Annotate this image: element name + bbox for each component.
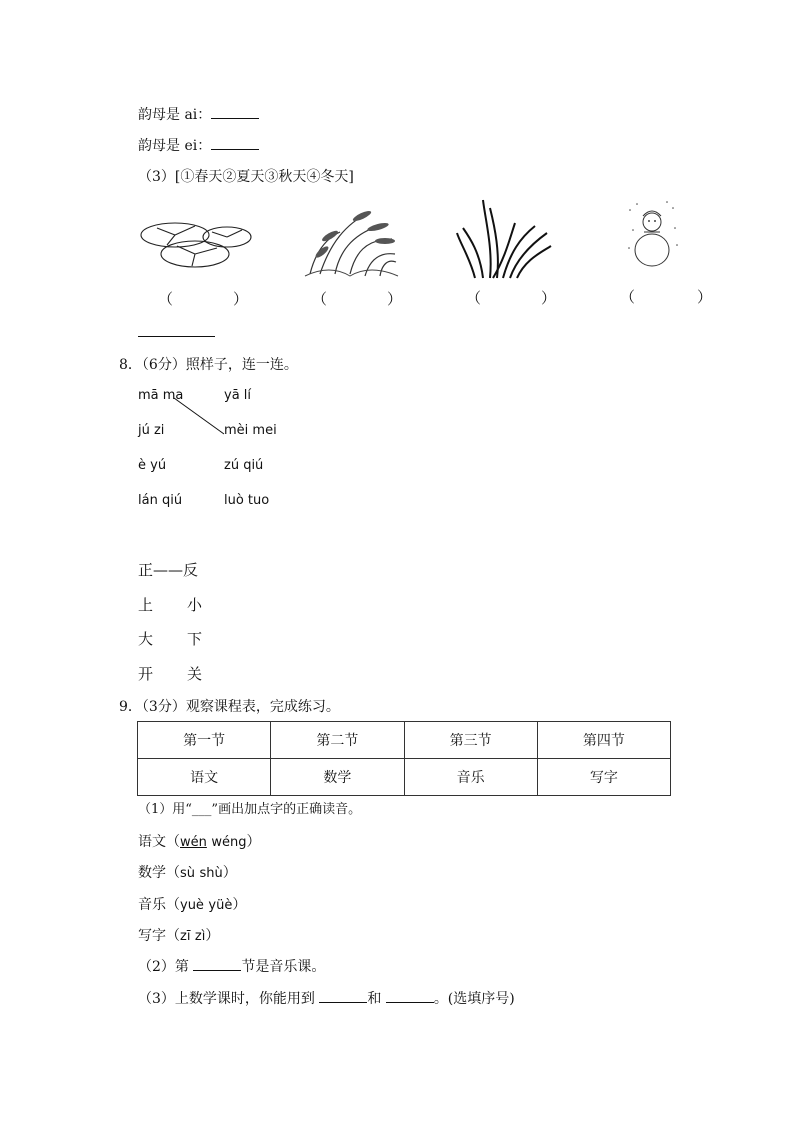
subject-cell: 音乐 bbox=[404, 759, 537, 796]
snowman-image bbox=[625, 200, 680, 272]
q8-left-2[interactable]: jú zi bbox=[138, 423, 165, 438]
subject-cell: 语文 bbox=[138, 759, 271, 796]
subject-cell: 数学 bbox=[271, 759, 404, 796]
pinyin-option[interactable]: zì bbox=[194, 929, 206, 944]
subject-cell: 写字 bbox=[537, 759, 670, 796]
example-connecting-line bbox=[170, 394, 230, 439]
reading-item-4: 写字（zī zì） bbox=[138, 928, 220, 944]
yunmu-ai-label: 韵母是 ai： bbox=[138, 107, 212, 123]
paren-right: ） bbox=[697, 289, 713, 306]
item-word: 音乐 bbox=[138, 897, 166, 913]
q8-right-4[interactable]: luò tuo bbox=[224, 493, 270, 508]
yunmu-ai-blank[interactable] bbox=[211, 104, 259, 119]
answer-paren-3[interactable] bbox=[466, 287, 556, 308]
header-cell: 第二节 bbox=[271, 722, 404, 759]
lotus-leaves-image bbox=[137, 210, 257, 275]
q8-title: 8．（6分）照样子，连一连。 bbox=[119, 357, 298, 373]
reading-item-1: 语文（wén wéng） bbox=[138, 834, 261, 850]
antonym-left-3[interactable]: 开 bbox=[138, 665, 154, 683]
part2-prefix: （2）第 bbox=[138, 959, 194, 975]
table-row bbox=[138, 722, 671, 759]
paren-left: （ bbox=[466, 290, 482, 307]
pinyin-option[interactable]: sù bbox=[180, 866, 196, 881]
item-word: 语文 bbox=[138, 834, 166, 850]
antonym-right-3[interactable]: 关 bbox=[187, 665, 203, 683]
q9-title: 9．（3分）观察课程表，完成练习。 bbox=[119, 699, 340, 715]
schedule-table bbox=[137, 721, 671, 796]
q8-left-1[interactable]: mā ma bbox=[138, 388, 184, 403]
antonym-example: 正——反 bbox=[138, 561, 199, 579]
q8-right-1[interactable]: yā lí bbox=[224, 388, 252, 403]
part3-prefix: （3）上数学课时，你能用到 bbox=[138, 991, 320, 1007]
yunmu-ei-blank[interactable] bbox=[211, 135, 259, 150]
reading-item-2: 数学（sù shù） bbox=[138, 865, 237, 881]
pinyin-option[interactable]: yüè bbox=[208, 898, 233, 913]
part3-blank-1[interactable] bbox=[319, 988, 367, 1003]
pinyin-option[interactable]: wén bbox=[180, 835, 207, 850]
item-word: 数学 bbox=[138, 865, 166, 881]
pinyin-option[interactable]: yuè bbox=[180, 898, 204, 913]
antonym-left-1[interactable]: 上 bbox=[138, 596, 154, 614]
header-cell: 第三节 bbox=[404, 722, 537, 759]
paren-right: ） bbox=[541, 290, 557, 307]
q8-left-4[interactable]: lán qiú bbox=[138, 493, 183, 508]
q9-part3 bbox=[138, 988, 515, 1008]
part3-middle: 和 bbox=[367, 991, 386, 1007]
q9-part1: （1）用“___”画出加点字的正确读音。 bbox=[138, 802, 362, 817]
q8-right-3[interactable]: zú qiú bbox=[224, 458, 264, 473]
part2-blank[interactable] bbox=[193, 956, 241, 971]
header-cell: 第四节 bbox=[537, 722, 670, 759]
yunmu-ei-line bbox=[138, 135, 259, 155]
pinyin-option[interactable]: wéng bbox=[211, 835, 247, 850]
answer-paren-4[interactable] bbox=[620, 286, 712, 307]
part3-suffix: 。(选填序号) bbox=[433, 991, 515, 1007]
answer-paren-1[interactable] bbox=[158, 288, 248, 309]
table-row bbox=[138, 759, 671, 796]
grass-image bbox=[455, 198, 555, 280]
answer-blank-line[interactable] bbox=[138, 322, 215, 337]
reading-item-3: 音乐（yuè yüè） bbox=[138, 897, 247, 913]
paren-left: （ bbox=[620, 289, 636, 306]
paren-left: （ bbox=[158, 291, 174, 308]
antonym-right-2[interactable]: 下 bbox=[187, 630, 203, 648]
q9-part2 bbox=[138, 956, 325, 976]
q8-left-3[interactable]: è yú bbox=[138, 458, 167, 473]
part3-blank-2[interactable] bbox=[386, 988, 434, 1003]
answer-paren-2[interactable] bbox=[312, 288, 402, 309]
paren-right: ） bbox=[387, 291, 403, 308]
rice-image bbox=[300, 204, 400, 279]
yunmu-ai-line bbox=[138, 104, 259, 124]
yunmu-ei-label: 韵母是 ei： bbox=[138, 138, 212, 154]
pinyin-option[interactable]: shù bbox=[199, 866, 223, 881]
header-cell: 第一节 bbox=[138, 722, 271, 759]
q7-part3-options: （3）[①春天②夏天③秋天④冬天] bbox=[138, 169, 354, 185]
item-word: 写字 bbox=[138, 928, 166, 944]
part2-suffix: 节是音乐课。 bbox=[241, 959, 326, 975]
paren-right: ） bbox=[233, 291, 249, 308]
antonym-right-1[interactable]: 小 bbox=[187, 596, 203, 614]
antonym-left-2[interactable]: 大 bbox=[138, 630, 154, 648]
q8-right-2[interactable]: mèi mei bbox=[224, 423, 277, 438]
paren-left: （ bbox=[312, 291, 328, 308]
pinyin-option[interactable]: zī bbox=[180, 929, 191, 944]
